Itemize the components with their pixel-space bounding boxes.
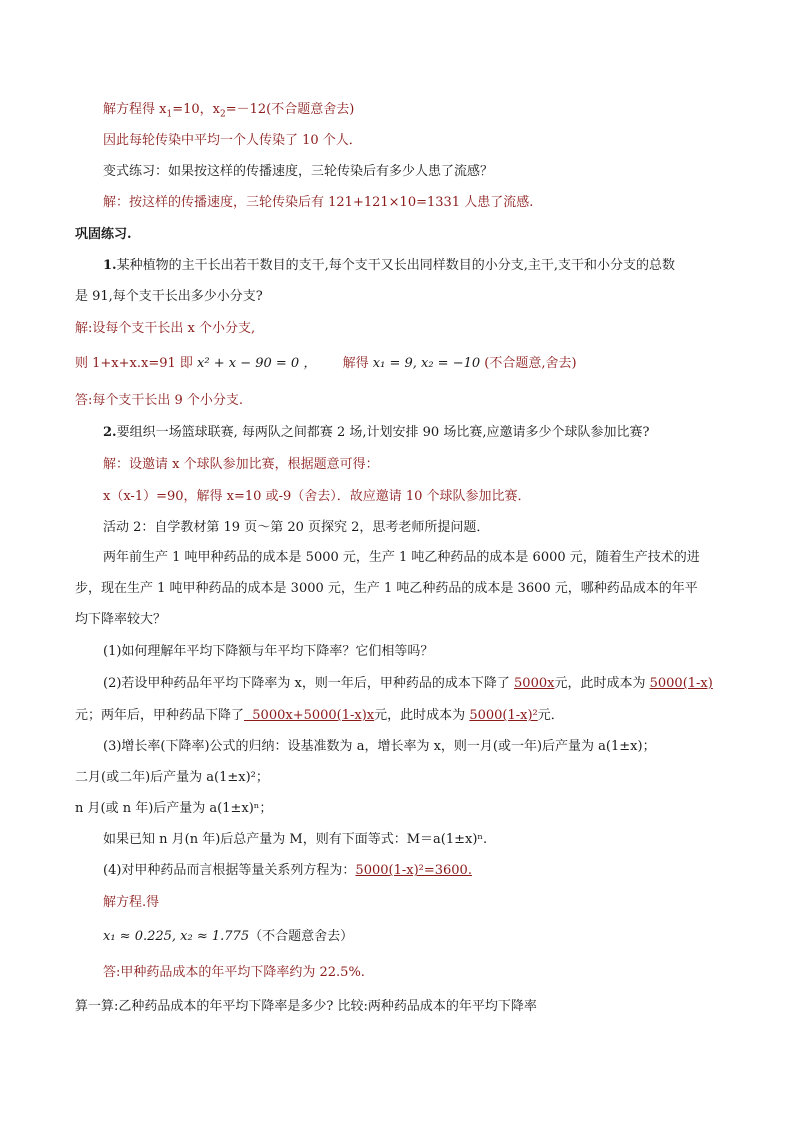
question-4: (4)对甲种药品而言根据等量关系列方程为：5000(1-x)²=3600. bbox=[103, 863, 472, 878]
consolidate-heading: 巩固练习. bbox=[75, 227, 132, 242]
variant-answer: 解：按这样的传播速度，三轮传染后有 121+121×10=1331 人患了流感. bbox=[103, 195, 534, 210]
solve-equation-label: 解方程.得 bbox=[103, 895, 160, 910]
exercise-1-equation-line: 则 1+x+x.x=91 即 x² + x − 90 = 0 ， 解得 x₁ = 9, x₂ = −10 (不合题意,舍去) bbox=[75, 356, 577, 371]
blank-answer-cost-1yr: 5000(1-x) bbox=[649, 676, 713, 691]
exercise-2-answer-setup: 解：设邀请 x 个球队参加比赛，根据题意可得： bbox=[103, 457, 379, 472]
question-2-line2: 元；两年后，甲种药品下降了 5000x+5000(1-x)x元，此时成本为 5000(1-x)²元． bbox=[75, 708, 564, 723]
roots-line: x₁ ≈ 0.225, x₂ ≈ 1.775（不合题意舍去） bbox=[103, 929, 354, 944]
activity-2-line: 活动 2：自学教材第 19 页～第 20 页探究 2，思考老师所提问题． bbox=[103, 520, 490, 535]
question-3-line3: n 月(或 n 年)后产量为 a(1±x)ⁿ； bbox=[75, 801, 273, 816]
variant-question: 变式练习：如果按这样的传播速度，三轮传染后有多少人患了流感？ bbox=[103, 164, 494, 179]
exercise-1-question-line1: 1.某种植物的主干长出若干数目的支干,每个支干又长出同样数目的小分支,主干,支干和小分支的总数 bbox=[103, 258, 675, 273]
question-1: (1)如何理解年平均下降额与年平均下降率？它们相等吗？ bbox=[103, 644, 434, 659]
problem-line1: 两年前生产 1 吨甲种药品的成本是 5000 元，生产 1 吨乙种药品的成本是 6000 元，随着生产技术的进 bbox=[103, 550, 700, 565]
blank-answer-decrease-2yr: 5000x+5000(1-x)x bbox=[244, 708, 375, 723]
blank-answer-equation: 5000(1-x)²=3600. bbox=[355, 863, 472, 878]
calc-line: 算一算:乙种药品成本的年平均下降率是多少? 比较:两种药品成本的年平均下降率 bbox=[75, 999, 537, 1014]
exercise-1-question-line2: 是 91,每个支干长出多少小分支? bbox=[75, 289, 263, 304]
blank-answer-cost-2yr: 5000(1-x)² bbox=[469, 708, 538, 723]
question-2-line1: (2)若设甲种药品年平均下降率为 x，则一年后，甲种药品的成本下降了 5000x元，此时成本为 5000(1-x) bbox=[103, 676, 713, 691]
exercise-1-final-answer: 答:每个支干长出 9 个小分支. bbox=[75, 393, 244, 408]
exercise-2-question: 2.要组织一场篮球联赛, 每两队之间都赛 2 场,计划安排 90 场比赛,应邀请多少个球队参加比赛? bbox=[103, 425, 650, 440]
problem-line2: 步，现在生产 1 吨甲种药品的成本是 3000 元，生产 1 吨乙种药品的成本是 3600 元，哪种药品成本的年平 bbox=[75, 581, 698, 596]
problem-line3: 均下降率较大？ bbox=[75, 612, 167, 627]
question-3-line4: 如果已知 n 月(n 年)后总产量为 M，则有下面等式：M＝a(1±x)ⁿ. bbox=[103, 832, 488, 847]
blank-answer-decrease: 5000x bbox=[514, 676, 555, 691]
exercise-1-answer-setup: 解:设每个支干长出 x 个小分支, bbox=[75, 321, 256, 336]
conclusion-line: 因此每轮传染中平均一个人传染了 10 个人． bbox=[103, 133, 362, 148]
exercise-2-answer-solution: x（x-1）=90，解得 x=10 或-9（舍去）．故应邀请 10 个球队参加比赛． bbox=[103, 489, 531, 504]
solve-equation-line: 解方程得 $x_1=10$，$x_2=-12$(不合题意舍去) bbox=[103, 102, 355, 120]
question-3-line1: (3)增长率(下降率)公式的归纳：设基准数为 a，增长率为 x，则一月(或一年)后产量为 a(1±x)； bbox=[103, 739, 656, 754]
answer-rate-line: 答:甲种药品成本的年平均下降率约为 22.5%. bbox=[103, 965, 365, 980]
question-3-line2: 二月(或二年)后产量为 a(1±x)²； bbox=[75, 770, 269, 785]
